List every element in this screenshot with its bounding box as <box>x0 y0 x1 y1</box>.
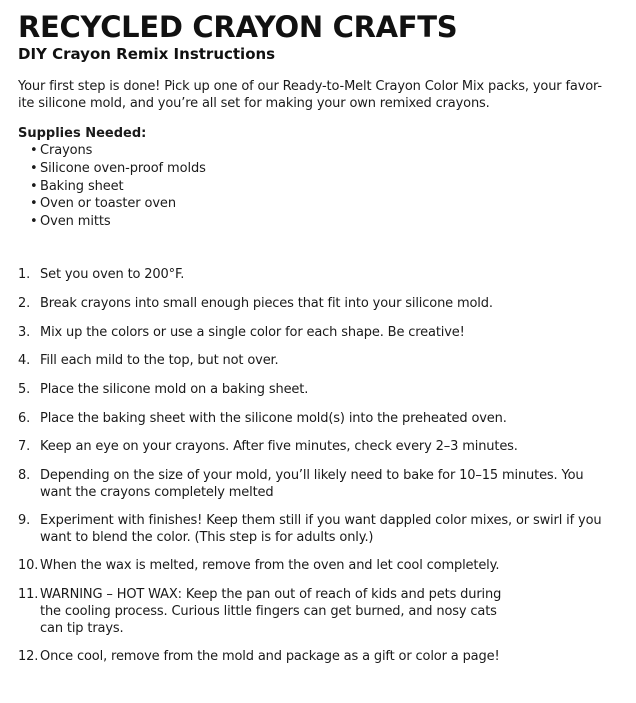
step-text: When the wax is melted, remove from the oven and let cool completely. <box>40 558 500 573</box>
step-item <box>18 467 618 501</box>
step-number: 2. <box>18 296 31 311</box>
supply-item-label: Oven mitts <box>40 214 111 230</box>
supply-item <box>30 142 618 160</box>
step-text: WARNING – HOT WAX: Keep the pan out of reach of kids and pets during the cooling process. Curious little fingers can get burned, and nosy cats can tip trays. <box>40 587 502 636</box>
step-text: Set you oven to 200°F. <box>40 267 185 282</box>
bullet-icon: • <box>30 160 38 176</box>
bullet-icon: • <box>30 143 38 158</box>
intro-paragraph: Your first step is done! Pick up one of our Ready-to-Melt Crayon Color Mix packs, your favor-ite silicone mold, and you’re all set for making your own remixed crayons. <box>18 79 602 111</box>
bullet-icon: • <box>30 214 38 230</box>
step-text: Break crayons into small enough pieces that fit into your silicone mold. <box>40 296 493 311</box>
supply-item-label: Silicone oven-proof molds <box>40 160 206 176</box>
step-item <box>18 512 618 546</box>
step-item <box>18 381 618 398</box>
step-number: 11. <box>18 587 39 602</box>
step-number: 7. <box>18 439 31 454</box>
step-text: Depending on the size of your mold, you’ll likely need to bake for 10–15 minutes. You want the crayons completely melted <box>40 468 584 500</box>
step-number: 8. <box>18 468 31 483</box>
step-number: 4. <box>18 353 31 368</box>
supply-item-label: Oven or toaster oven <box>40 196 176 212</box>
step-item <box>18 410 618 427</box>
step-item <box>18 266 618 283</box>
step-text: Place the baking sheet with the silicone mold(s) into the preheated oven. <box>40 411 507 426</box>
step-item <box>18 324 618 341</box>
bullet-icon: • <box>30 196 38 212</box>
page-subtitle: DIY Crayon Remix Instructions <box>18 45 276 63</box>
step-item <box>18 586 618 637</box>
step-number: 5. <box>18 382 31 397</box>
supply-item <box>30 178 618 196</box>
step-text: Experiment with finishes! Keep them still if you want dappled color mixes, or swirl if you want to blend the color. (This step is for adults only.) <box>40 513 602 545</box>
step-number: 1. <box>18 267 31 282</box>
step-text: Mix up the colors or use a single color for each shape. Be creative! <box>40 325 465 340</box>
step-item <box>18 295 618 312</box>
page-title: RECYCLED CRAYON CRAFTS <box>18 10 458 44</box>
supplies-list <box>18 142 618 231</box>
step-number: 10. <box>18 558 39 573</box>
step-text: Place the silicone mold on a baking sheet. <box>40 382 309 397</box>
supply-item-label: Crayons <box>40 143 93 158</box>
step-number: 6. <box>18 411 31 426</box>
supplies-heading: Supplies Needed: <box>18 126 147 141</box>
step-number: 12. <box>18 649 39 664</box>
step-item <box>18 648 618 665</box>
step-text: Fill each mild to the top, but not over. <box>40 353 279 368</box>
step-text: Once cool, remove from the mold and package as a gift or color a page! <box>40 649 500 664</box>
bullet-icon: • <box>30 178 38 194</box>
step-text: Keep an eye on your crayons. After five minutes, check every 2–3 minutes. <box>40 439 518 454</box>
supply-item <box>30 213 618 231</box>
step-item <box>18 438 618 455</box>
step-number: 3. <box>18 325 31 340</box>
step-item <box>18 557 618 574</box>
supply-item <box>30 195 618 213</box>
step-item <box>18 352 618 369</box>
supply-item <box>30 160 618 178</box>
supply-item-label: Baking sheet <box>40 178 124 194</box>
step-number: 9. <box>18 513 31 528</box>
